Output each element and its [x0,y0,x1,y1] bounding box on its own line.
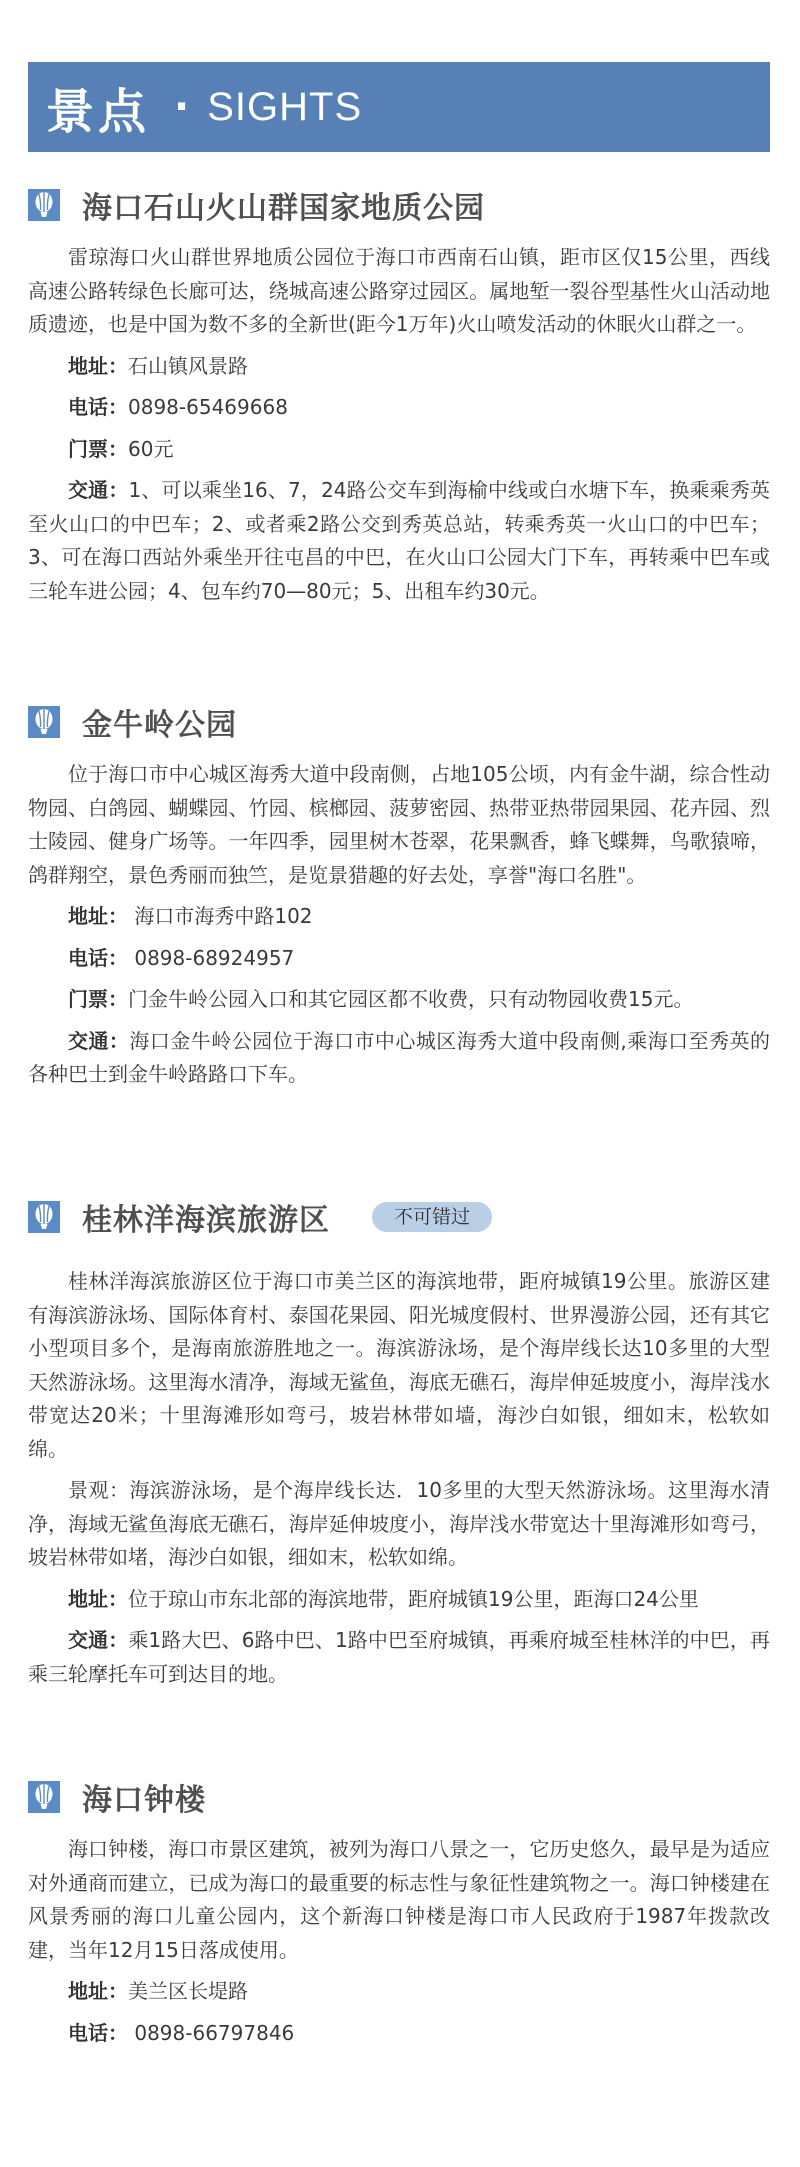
transport-label: 交通： [68,1028,130,1053]
banner-title-en: SIGHTS [207,84,363,129]
phone-label: 电话： [68,2020,128,2045]
balloon-pin-icon [28,1781,60,1813]
ticket-row [28,983,770,1017]
transport-label: 交通： [68,1628,129,1652]
banner-separator: · [174,84,190,130]
phone-label: 电话： [68,395,128,419]
balloon-pin-icon [28,189,60,221]
address-label: 地址： [68,1586,128,1611]
section-header [28,700,770,744]
address-label: 地址： [68,904,128,928]
transport-row [28,1624,770,1691]
section-haikou-clock-tower [28,1775,770,2050]
section-shishan-volcano [28,183,770,608]
transport-value: 1、可以乘坐16、7，24路公交车到海榆中线或白水塘下车，换乘乘秀英至火山口的中巴车；2、或者乘2路公交到秀英总站，转乘秀英一火山口的中巴车；3、可在海口西站外乘坐开往屯昌的中巴，在火山口公园大门下车，再转乘中巴车或三轮车进公园；4、包车约70—80元；5、出租车约30元。 [28,478,770,603]
address-value: 位于琼山市东北部的海滨地带，距府城镇19公里，距海口24公里 [128,1586,699,1611]
section-title: 海口石山火山群国家地质公园 [82,191,485,226]
address-row [28,350,770,384]
address-value: 海口市海秀中路102 [128,904,313,928]
section-description: 雷琼海口火山群世界地质公园位于海口市西南石山镇，距市区仅15公里，西线高速公路转绿色长廊可达，绕城高速公路穿过园区。属地堑一裂谷型基性火山活动地质遗迹，也是中国为数不多的全新世(距今1万年)火山喷发活动的休眠火山群之一。 [28,245,770,336]
phone-row [28,2017,770,2051]
address-row [28,1583,770,1617]
transport-label: 交通： [68,478,129,502]
banner-title-cn: 景点 [46,83,151,140]
ticket-value: 60元 [128,436,174,461]
ticket-value: 门金牛岭公园入口和其它园区都不收费，只有动物园收费15元。 [128,987,694,1011]
transport-value: 海口金牛岭公园位于海口市中心城区海秀大道中段南侧,乘海口至秀英的各种巴士到金牛岭路路口下车。 [28,1028,771,1086]
section-title: 桂林洋海滨旅游区 [82,1203,330,1238]
balloon-pin-icon [28,1201,60,1233]
ticket-label: 门票： [68,987,128,1011]
address-label: 地址： [68,353,128,378]
section-title: 金牛岭公园 [82,708,237,743]
phone-row [28,391,770,425]
transport-value: 乘1路大巴、6路中巴、1路中巴至府城镇，再乘府城至桂林洋的中巴，再乘三轮摩托车可到达目的地。 [28,1628,770,1686]
phone-value: 0898-66797846 [128,2020,295,2045]
phone-value: 0898-65469668 [128,395,288,419]
ticket-row [28,433,770,467]
section-title: 海口钟楼 [82,1783,206,1818]
sights-banner [28,62,770,152]
transport-row [28,474,770,608]
phone-value: 0898-68924957 [128,945,295,970]
section-description: 位于海口市中心城区海秀大道中段南侧，占地105公顷，内有金牛湖，综合性动物园、白鸽园、蝴蝶园、竹园、槟榔园、菠萝密园、热带亚热带园果园、花卉园、烈士陵园、健身广场等。一年四季，园里树木苍翠，花果飘香，蜂飞蝶舞，鸟歌猿啼，鸽群翔空，景色秀丽而独竺，是览景猎趣的好去处，享誉"海口名胜"。 [28,762,770,887]
address-value: 美兰区长堤路 [128,1979,248,2003]
balloon-pin-icon [28,706,60,738]
section-guilinyang-beach [28,1195,770,1691]
address-label: 地址： [68,1979,128,2003]
address-row [28,1975,770,2009]
phone-label: 电话： [68,945,128,970]
ticket-label: 门票： [68,436,128,461]
transport-row [28,1025,770,1092]
scenery-row: 景观：海滨游泳场，是个海岸线长达．10多里的大型天然游泳场。这里海水清净，海域无鲨鱼海底无礁石，海岸延伸坡度小，海岸浅水带宽达十里海滩形如弯弓，坡岩林带如堵，海沙白如银，细如末，松软如绵。 [28,1478,770,1569]
section-description: 海口钟楼，海口市景区建筑，被列为海口八景之一，它历史悠久，最早是为适应对外通商而建立，已成为海口的最重要的标志性与象征性建筑物之一。海口钟楼建在风景秀丽的海口儿童公园内，这个新海口钟楼是海口市人民政府于1987年拨款改建，当年12月15日落成使用。 [28,1837,770,1962]
section-jinniuling-park [28,700,770,1092]
must-see-badge: 不可错过 [372,1202,492,1232]
section-header [28,1195,770,1239]
phone-row [28,942,770,976]
section-description: 桂林洋海滨旅游区位于海口市美兰区的海滨地带，距府城镇19公里。旅游区建有海滨游泳场、国际体育村、泰国花果园、阳光城度假村、世界漫游公园，还有其它小型项目多个，是海南旅游胜地之一。海滨游泳场，是个海岸线长达10多里的大型天然游泳场。这里海水清净，海域无鲨鱼，海底无礁石，海岸伸延坡度小，海岸浅水带宽达20米；十里海滩形如弯弓，坡岩林带如墙，海沙白如银，细如末，松软如绵。 [28,1269,770,1461]
address-row [28,900,770,934]
section-header [28,183,770,227]
address-value: 石山镇风景路 [128,353,248,378]
section-header [28,1775,770,1819]
